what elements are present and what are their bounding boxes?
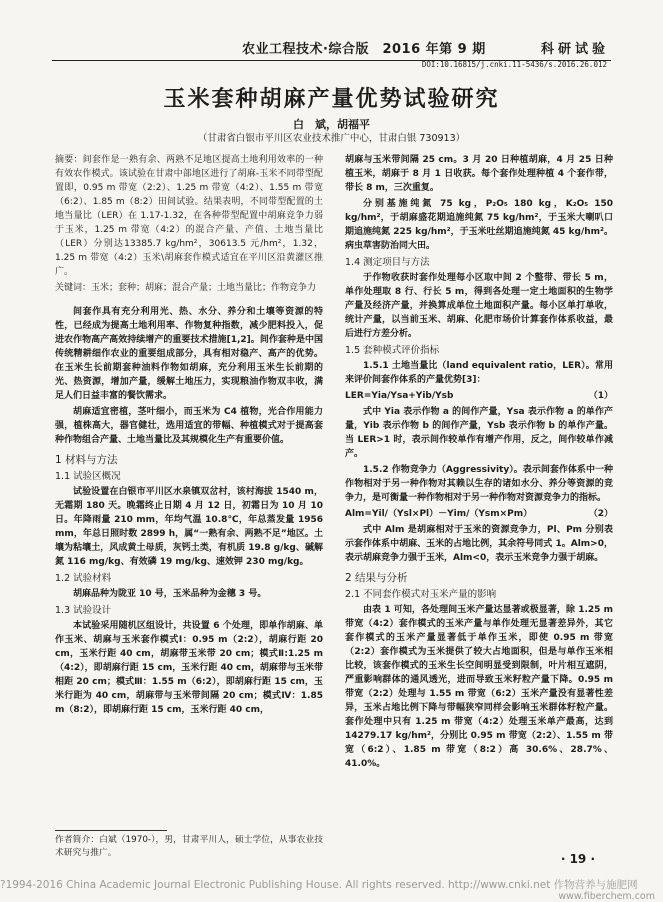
right-column [345, 153, 613, 771]
site-paragraph: 试验设置在白银市平川区水泉镇双岔村，该村海拔 1540 m，无霜期 180 天。晚霜终止日期 4 月 12 日，初霜日为 10 月 10 日。年降雨量 210 mm，年均气温 10.8℃，年总蒸发量 1956 mm，年总日照时数 2899 h，属“一熟有余、两熟不足”地区。土壤为粘壤土，风成黄土母质，灰钙土类，有机质 19.8 g/kg、碱解氮 116 mg/kg、有效磷 19 mg/kg、速效钾 230 mg/kg。 [55, 487, 323, 567]
intro-paragraph-1: 间套作具有充分利用光、热、水分、养分和土壤等资源的特性，已经成为提高土地利用率、作物复种指数，减少肥料投入，促进农作物高产高效持续增产的重要技术措施[1,2]。间作套种是中国传统精耕细作农业的重要组成部分，具有相对稳产、高产的优势。在玉米生长前期套种油料作物如胡麻，充分利用玉米生长前期的光、热资源，增加产量，缓解土地压力，实现粮油作物双丰收，满足人们日益丰富的餐饮需求。 [55, 307, 323, 401]
author-footnote: 作者简介：白斌（1970-），男，甘肃平川人，硕士学位，从事农业技术研究与推广。 [55, 835, 323, 858]
heading-2-1: 2.1 不同套作模式对玉米产量的影响 [345, 589, 497, 600]
design-continued: 胡麻与玉米带间隔 25 cm。3 月 20 日种植胡麻，4 月 25 日种植玉米，胡麻于 8 月 1 日收获。每个套作处理种植 4 个套作带，带长 8 m，三次重复。 [345, 155, 613, 193]
copyright-watermark: ?1994-2016 China Academic Journal Electronic Publishing House. All rights reserved. http://www.cnki.net 作物营养与施肥网 [0, 879, 638, 891]
ler-paragraph: 1.5.1 土地当量比（land equivalent ratio，LER）。常用来评价间套作体系的产量优势[3]： [345, 361, 613, 385]
fertilizer-paragraph: 分别基施纯氮 75 kg，P₂O₅ 180 kg，K₂O₅ 150 kg/hm²，于胡麻盛花期追施纯氮 75 kg/hm²，于玉米大喇叭口期追施纯氮 225 kg/hm²，于玉米吐丝期追施纯氮 45 kg/hm²。病虫草害防治同大田。 [345, 199, 613, 251]
doi: DOI:10.16815/j.cnki.11-5436/s.2016.26.012 [421, 60, 607, 69]
formula-ler-number: （1） [588, 391, 613, 401]
authors: 白 斌，胡福平 [293, 118, 370, 131]
aggressivity-paragraph: 1.5.2 作物竞争力（Aggressivity）。表示间套作体系中一种作物相对于另一种作物对其赖以生存的诸如水分、养分等资源的竞争力，是可衡量一种作物相对于另一种作物对资源竞争力的指标。 [345, 465, 613, 503]
heading-1-1: 1.1 试验区概况 [55, 471, 121, 482]
section-label: 科研试验 [540, 42, 609, 57]
abstract: 摘要：间套作是一熟有余、两熟不足地区提高土地利用效率的一种有效农作模式。该试验在甘肃中部地区进行了胡麻-玉米不同带型配置即，0.95 m 带宽（2:2）、1.25 m 带宽（4:2）、1.55 m 带宽（6:2）、1.85 m（8:2）田间试验。结果表明，不同带型配置的土地当量比（LER）在 1.17-1.32，在各种带型配置中胡麻竞争力弱于玉米，1.25 m 带宽（4:2）的混合产量、产值、土地当量比（LER）分别达13385.7 kg/hm²，30613.5 元/hm²，1.32，1.25 m 带宽（4:2）玉米\胡麻套作模式适宜在平川区沿黄灌区推广。 [55, 155, 323, 277]
heading-1-4: 1.4 测定项目与方法 [345, 257, 430, 268]
keywords: 关键词：玉米；套种；胡麻；混合产量；土地当量比；作物竞争力 [55, 283, 317, 293]
materials-paragraph: 胡麻品种为陇亚 10 号，玉米品种为金穗 3 号。 [73, 589, 267, 599]
article-title: 玉米套种胡麻产量优势试验研究 [163, 87, 500, 112]
journal-issue: 农业工程技术·综合版 2016 年第 9 期 [242, 42, 486, 57]
ler-explanation: 式中 Yia 表示作物 a 的间作产量，Ysa 表示作物 a 的单作产量，Yib 表示作物 b 的间作产量，Ysb 表示作物 b 的单作产量。当 LER>1 时，表示间作较单作有增产作用，反之，间作较单作减产。 [345, 407, 613, 459]
design-paragraph: 本试验采用随机区组设计，共设置 6 个处理，即单作胡麻、单作玉米、胡麻与玉米套作模式Ⅰ：0.95 m（2:2），胡麻行距 20 cm，玉米行距 40 cm，胡麻带玉米带 20 cm；模式Ⅱ:1.25 m（4:2），即胡麻行距 15 cm，玉米行距 40 cm，胡麻带与玉米带相距 20 cm；模式Ⅲ：1.55 m（6:2），即胡麻行距 15 cm，玉米行距为 40 cm，胡麻带与玉米带间隔 20 cm；模式Ⅳ：1.85 m（8:2），即胡麻行距 15 cm，玉米行距 40 cm， [55, 621, 323, 715]
formula-ler-text: LER=Yia/Ysa+Yib/Ysb [345, 391, 454, 401]
intro-paragraph-2: 胡麻适宜密植，茎叶细小，而玉米为 C4 植物，光合作用能力强，植株高大，器官健壮，选用适宜的带幅、种植模式对于提高套种作物组合产量、土地当量比及其规模化生产有重要价值。 [55, 407, 323, 445]
page-number: · 19 · [560, 852, 595, 866]
footnote-rule [55, 830, 167, 831]
formula-aggressivity-number: （2） [588, 509, 613, 519]
heading-1-5: 1.5 套种模式评价指标 [345, 345, 440, 356]
site-watermark: www.fiberchem.com [558, 891, 655, 902]
measurement-paragraph: 于作物收获时套作处理每小区取中间 2 个整带、带长 5 m，单作处理取 8 行、行长 5 m，得到各处理一定土地面积的生物学产量及经济产量，并换算成单位土地面积产量。每小区单打单收，统计产量，以当前玉米、胡麻、化肥市场价计算套作体系收益，最后进行方差分析。 [345, 273, 613, 339]
aggressivity-explanation: 式中 Alm 是胡麻相对于玉米的资源竞争力，Pl、Pm 分别表示套作体系中胡麻、玉米的占地比例，其余符号同式 1。Alm>0，表示胡麻竞争力强于玉米，Alm<0，表示玉米竞争力强于胡麻。 [345, 525, 613, 563]
formula-ler [345, 389, 613, 403]
formula-aggressivity [345, 507, 613, 521]
heading-1-3: 1.3 试验设计 [55, 605, 112, 616]
left-column [55, 153, 323, 717]
affiliation: （甘肃省白银市平川区农业技术推广中心，甘肃白银 730913） [197, 133, 466, 144]
running-header [52, 36, 611, 61]
formula-aggressivity-text: Alm=Yil/（Ysl×Pl）－Yim/（Ysm×Pm） [345, 509, 533, 519]
heading-1-2: 1.2 试验材料 [55, 573, 112, 584]
heading-2: 2 结果与分析 [345, 572, 408, 584]
results-paragraph: 由表 1 可知，各处理间玉米产量达显著或极显著，除 1.25 m 带宽（4:2）套作模式的玉米产量与单作处理无显著差异外，其它套作模式的玉米产量显著低于单作玉米，即使 0.95 m 带宽（2:2）套作模式为玉米提供了较大占地面积，但是与单作玉米相比较，该套作模式的玉米生长空间明显受到限制，叶片相互遮阴，严重影响群体的通风透光，进而导致玉米籽粒产量下降。0.95 m 带宽（2:2）处理与 1.55 m 带宽（6:2）玉米产量没有显著性差异，玉米占地比例下降与带幅狭窄同样会影响玉米群体籽粒产量。套作处理中只有 1.25 m 带宽（4:2）处理玉米单产最高，达到 14279.17 kg/hm²，分别比 0.95 m 带宽（2:2）、1.55 m 带宽（6:2）、1.85 m 带宽（8:2）高 30.6%、28.7%、41.0%。 [345, 605, 613, 769]
heading-1: 1 材料与方法 [55, 454, 118, 466]
